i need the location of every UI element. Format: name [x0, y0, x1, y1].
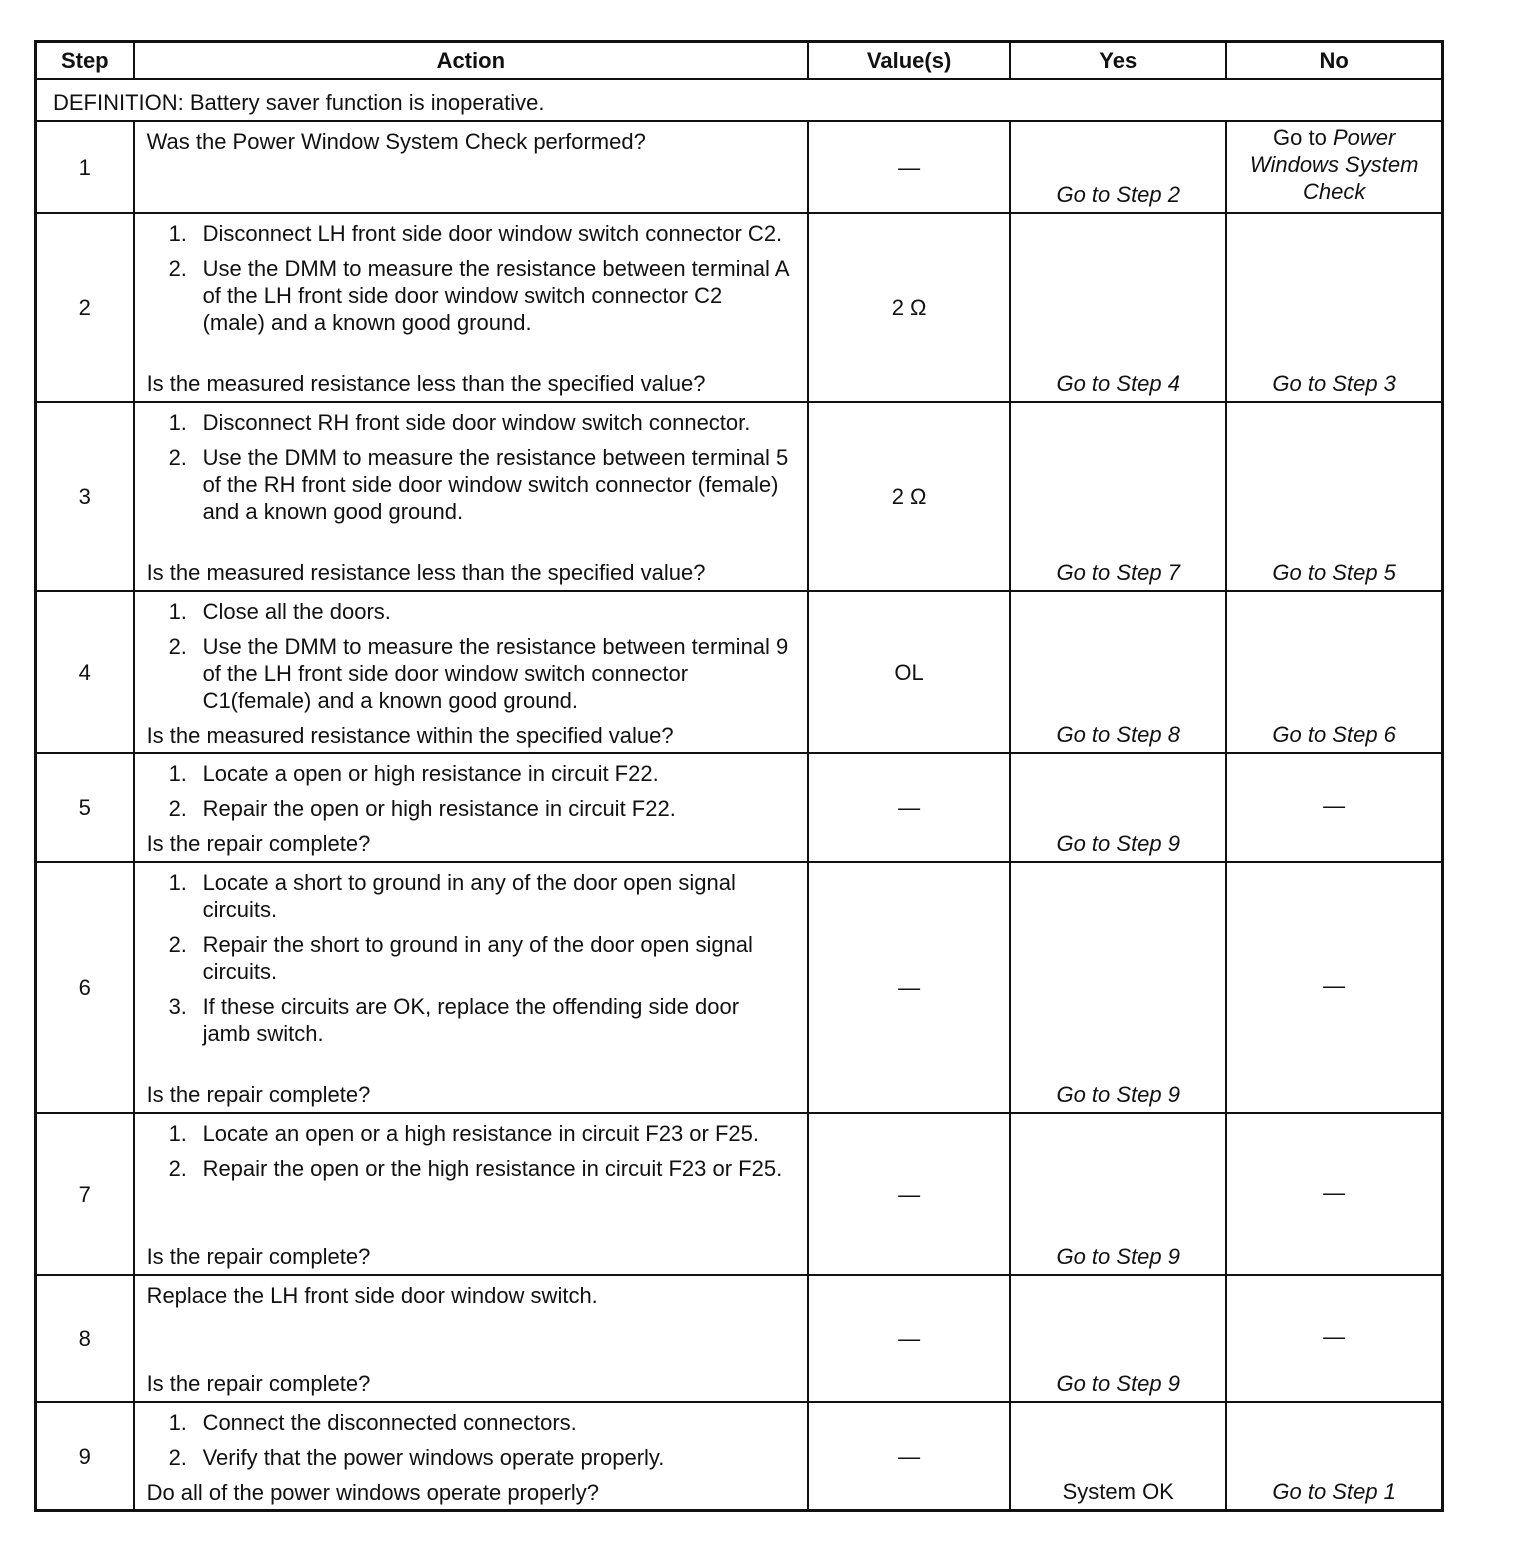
- value-cell: —: [808, 753, 1010, 862]
- action-cell: [134, 1113, 808, 1275]
- action-item: 3. If these circuits are OK, replace the offending side door jamb switch.: [168, 994, 740, 1046]
- question-text: Is the repair complete?: [146, 1082, 371, 1107]
- definition-text: DEFINITION: Battery saver function is inoperative.: [36, 79, 1443, 121]
- table-row: [36, 753, 1443, 862]
- yes-cell: Go to Step 4: [1010, 213, 1226, 402]
- header-value: Value(s): [808, 42, 1010, 80]
- question-text: Is the measured resistance within the specified value?: [146, 723, 674, 748]
- definition-row: [36, 79, 1443, 121]
- value-cell: 2 Ω: [808, 213, 1010, 402]
- value-cell: —: [808, 1113, 1010, 1275]
- header-yes: Yes: [1010, 42, 1226, 80]
- value-cell: OL: [808, 591, 1010, 753]
- action-list: [147, 598, 789, 722]
- no-cell: —: [1226, 1275, 1442, 1402]
- no-cell: Go to Step 1: [1226, 1402, 1442, 1511]
- action-list: [147, 869, 789, 1055]
- yes-cell: System OK: [1010, 1402, 1226, 1511]
- action-cell: [134, 862, 808, 1113]
- table-row: [36, 1402, 1443, 1511]
- action-text: Was the Power Window System Check performed?: [146, 129, 646, 154]
- action-item: 1. Disconnect RH front side door window switch connector.: [168, 410, 751, 435]
- question-text: Do all of the power windows operate properly?: [146, 1480, 600, 1505]
- action-item: 1. Disconnect LH front side door window switch connector C2.: [168, 221, 783, 246]
- table-row: [36, 591, 1443, 753]
- table-row: [36, 1113, 1443, 1275]
- action-list: [147, 1409, 789, 1479]
- step-number: 4: [36, 591, 134, 753]
- step-number: 9: [36, 1402, 134, 1511]
- yes-cell: Go to Step 9: [1010, 1113, 1226, 1275]
- action-cell: [134, 1402, 808, 1511]
- table-row: [36, 862, 1443, 1113]
- step-number: 7: [36, 1113, 134, 1275]
- action-list: [147, 220, 789, 344]
- action-text: Replace the LH front side door window switch.: [146, 1283, 598, 1308]
- no-link-text: Power Windows System Check: [1249, 125, 1419, 204]
- step-number: 5: [36, 753, 134, 862]
- question-text: Is the repair complete?: [146, 831, 371, 856]
- yes-cell: Go to Step 2: [1010, 121, 1226, 213]
- action-cell: [134, 753, 808, 862]
- yes-cell: Go to Step 9: [1010, 753, 1226, 862]
- action-item: 2. Verify that the power windows operate properly.: [168, 1445, 665, 1470]
- question-text: Is the measured resistance less than the specified value?: [146, 371, 706, 396]
- diagnostic-table: [34, 40, 1444, 1512]
- action-item: 1. Close all the doors.: [168, 599, 391, 624]
- yes-cell: Go to Step 7: [1010, 402, 1226, 591]
- action-item: 2. Use the DMM to measure the resistance between terminal A of the LH front side door window switch connector C2 (male) and a known good ground.: [168, 256, 789, 335]
- header-action: Action: [134, 42, 808, 80]
- step-number: 3: [36, 402, 134, 591]
- question-text: Is the repair complete?: [146, 1244, 371, 1269]
- action-cell: [134, 402, 808, 591]
- value-cell: —: [808, 121, 1010, 213]
- no-cell: —: [1226, 753, 1442, 862]
- question-text: Is the repair complete?: [146, 1371, 371, 1396]
- no-prefix: Go to: [1273, 125, 1327, 150]
- no-cell: Go to Step 5: [1226, 402, 1442, 591]
- value-cell: —: [808, 1402, 1010, 1511]
- no-cell: Go to Step 3: [1226, 213, 1442, 402]
- header-step: Step: [36, 42, 134, 80]
- header-no: No: [1226, 42, 1442, 80]
- table-row: [36, 213, 1443, 402]
- action-item: 2. Repair the open or the high resistance in circuit F23 or F25.: [168, 1156, 783, 1181]
- yes-cell: Go to Step 9: [1010, 862, 1226, 1113]
- action-item: 2. Repair the open or high resistance in circuit F22.: [168, 796, 676, 821]
- step-number: 2: [36, 213, 134, 402]
- action-list: [147, 760, 789, 830]
- action-cell: [134, 121, 808, 213]
- action-cell: [134, 1275, 808, 1402]
- action-list: [147, 1120, 789, 1190]
- header-row: [36, 42, 1443, 80]
- action-item: 2. Use the DMM to measure the resistance between terminal 9 of the LH front side door window switch connector C1(female) and a known good ground.: [168, 634, 789, 713]
- action-item: 2. Use the DMM to measure the resistance between terminal 5 of the RH front side door window switch connector (female) and a known good ground.: [168, 445, 789, 524]
- step-number: 6: [36, 862, 134, 1113]
- question-text: Is the measured resistance less than the specified value?: [146, 560, 706, 585]
- action-item: 1. Locate an open or a high resistance in circuit F23 or F25.: [168, 1121, 759, 1146]
- table-row: [36, 402, 1443, 591]
- value-cell: —: [808, 1275, 1010, 1402]
- no-cell: Go to Step 6: [1226, 591, 1442, 753]
- yes-cell: Go to Step 8: [1010, 591, 1226, 753]
- action-list: [147, 409, 789, 533]
- step-number: 1: [36, 121, 134, 213]
- yes-cell: Go to Step 9: [1010, 1275, 1226, 1402]
- no-cell: —: [1226, 1113, 1442, 1275]
- action-item: 1. Locate a short to ground in any of the door open signal circuits.: [168, 870, 736, 922]
- value-cell: —: [808, 862, 1010, 1113]
- no-cell: [1226, 121, 1442, 213]
- table-row: [36, 1275, 1443, 1402]
- action-item: 1. Locate a open or high resistance in circuit F22.: [168, 761, 659, 786]
- value-cell: 2 Ω: [808, 402, 1010, 591]
- action-cell: [134, 591, 808, 753]
- action-item: 1. Connect the disconnected connectors.: [168, 1410, 577, 1435]
- step-number: 8: [36, 1275, 134, 1402]
- no-cell: —: [1226, 862, 1442, 1113]
- table-row: [36, 121, 1443, 213]
- action-item: 2. Repair the short to ground in any of the door open signal circuits.: [168, 932, 753, 984]
- action-cell: [134, 213, 808, 402]
